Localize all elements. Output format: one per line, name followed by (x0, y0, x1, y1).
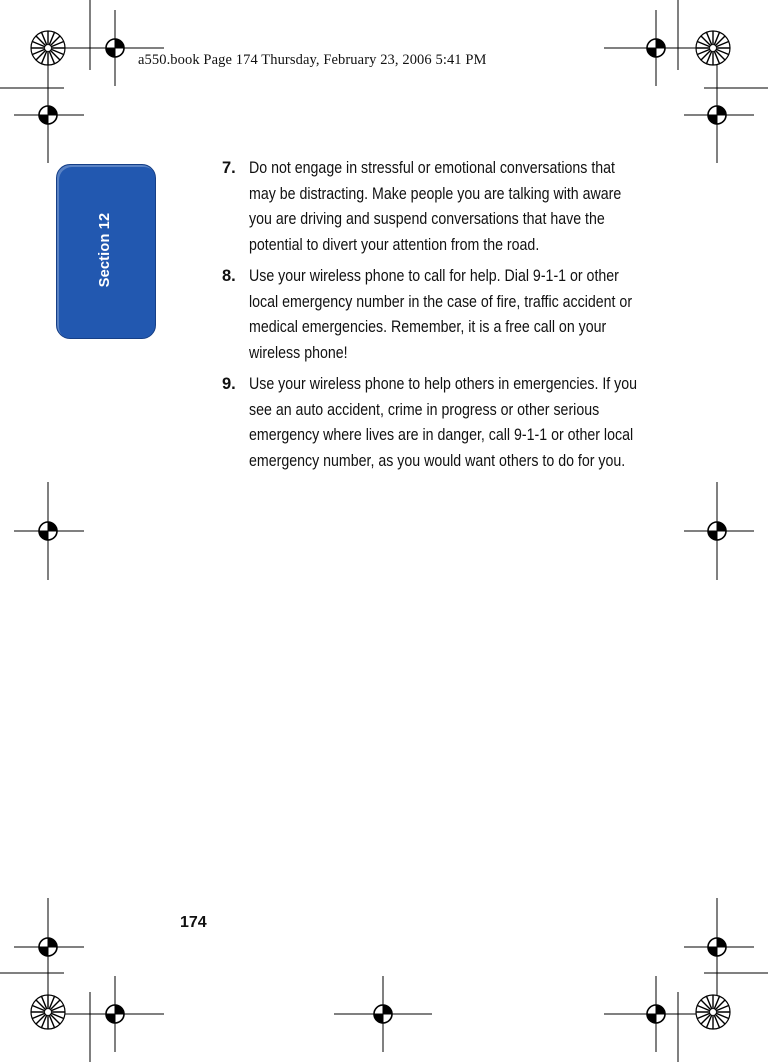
list-item-text: Do not engage in stressful or emotional conversations that may be distracting. Make people you are talking with aware you are driving and suspend conversations that have the potential to divert your attention from the road. (249, 159, 622, 254)
list-item (222, 156, 647, 258)
section-tab-label: Section 12 (97, 212, 113, 288)
list-item (222, 372, 647, 474)
list-item-number: 9. (222, 375, 236, 393)
list-item-text: Use your wireless phone to help others in emergencies. If you see an auto accident, crime in progress or other serious emergency where lives are in danger, call 9-1-1 or other local emergency number, as you would want others to do for you. (249, 375, 638, 470)
print-slug-header: a550.book Page 174 Thursday, February 23, 2006 5:41 PM (138, 52, 487, 68)
page-number: 174 (180, 914, 207, 931)
list-item (222, 264, 647, 366)
numbered-list (222, 156, 647, 480)
list-item-text: Use your wireless phone to call for help. Dial 9-1-1 or other local emergency number in the case of fire, traffic accident or medical emergencies. Remember, it is a free call on your wireless phone! (249, 267, 633, 362)
list-item-number: 7. (222, 159, 236, 177)
list-item-number: 8. (222, 267, 236, 285)
